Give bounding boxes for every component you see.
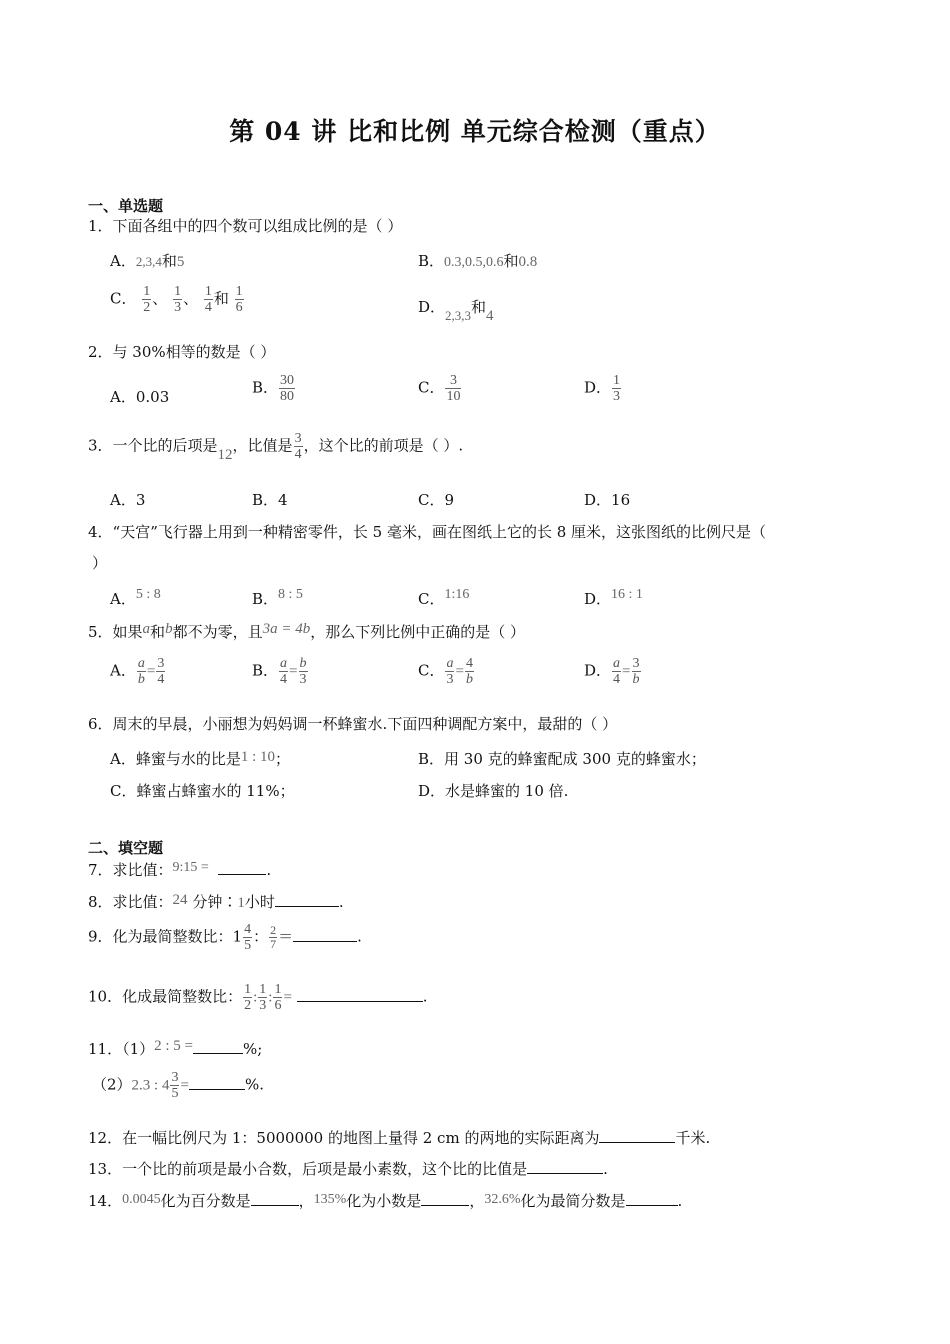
text-q12-pre: 12．在一幅比例尺为 1：5000000 的地图上量得 2 cm 的两地的实际距离为 bbox=[88, 1129, 600, 1147]
text-q1-c-and: 和 bbox=[213, 289, 229, 308]
q6-option-b[interactable]: B．用 30 克的蜂蜜配成 300 克的蜂蜜水； bbox=[418, 750, 706, 768]
text-q14-m1: 0.0045 bbox=[122, 1192, 161, 1207]
page-title: 第 04 讲 比和比例 单元综合检测（重点） bbox=[229, 117, 721, 146]
text-q14-t1: 化为百分数是 bbox=[160, 1192, 251, 1210]
text-q5-d-ln: a bbox=[613, 656, 621, 671]
question-12 bbox=[88, 1127, 710, 1148]
text-q8-unit2: 小时 bbox=[244, 893, 275, 911]
q3-option-d[interactable]: D．16 bbox=[584, 491, 631, 509]
text-q4-d-math: 16 : 1 bbox=[611, 587, 643, 602]
text-q1-d-math: 2,3,3 bbox=[445, 308, 472, 323]
text-q5-b-rd: 3 bbox=[299, 672, 307, 687]
text-q6-a-math: 1 : 10 bbox=[240, 749, 276, 765]
q1-c-frac-1 bbox=[142, 284, 151, 315]
fraction bbox=[612, 656, 621, 687]
question-10 bbox=[88, 982, 427, 1013]
text-q10-f2d: 3 bbox=[259, 998, 267, 1013]
text-q3-fd: 4 bbox=[294, 447, 302, 462]
q2-option-a[interactable]: A．0.03 bbox=[110, 388, 170, 406]
fraction bbox=[632, 656, 641, 687]
text-q1-d-last: 4 bbox=[486, 308, 494, 324]
text-q14-t2: 化为小数是 bbox=[346, 1192, 422, 1210]
question-2-stem: 2．与 30%相等的数是（ ） bbox=[88, 343, 276, 361]
text-q7-post: . bbox=[266, 861, 272, 879]
text-q1-b-last: 0.8 bbox=[518, 254, 538, 270]
text-q1-c-f2n: 1 bbox=[174, 284, 182, 299]
text-q8-math1: 24 bbox=[172, 892, 188, 908]
q6-option-a[interactable] bbox=[110, 748, 290, 769]
text-q2-d-d: 3 bbox=[613, 389, 621, 404]
text-q5-d-rn: 3 bbox=[632, 656, 640, 671]
text-q11-fd: 5 bbox=[171, 1086, 179, 1101]
text-q5-eqsign: = bbox=[289, 663, 298, 680]
text-q5-c-ld: 3 bbox=[446, 672, 454, 687]
q4-option-a[interactable] bbox=[110, 588, 161, 609]
q8-answer-blank[interactable] bbox=[275, 892, 339, 907]
text-q4-b-math: 8 : 5 bbox=[278, 587, 303, 602]
text-q13-pre: 13．一个比的前项是最小合数，后项是最小素数，这个比的比值是 bbox=[88, 1160, 528, 1178]
question-6-stem: 6．周末的早晨，小丽想为妈妈调一杯蜂蜜水.下面四种调配方案中，最甜的（ ） bbox=[88, 715, 618, 733]
fraction bbox=[170, 1070, 179, 1101]
fraction bbox=[299, 656, 308, 687]
text-q10-f1n: 1 bbox=[244, 982, 252, 997]
text-q8-math2: 1 bbox=[237, 895, 245, 911]
text-q14-c1: ， bbox=[298, 1192, 314, 1210]
text-q2-d-n: 1 bbox=[613, 373, 621, 388]
q3-ratio-frac bbox=[294, 431, 303, 462]
question-7 bbox=[88, 859, 271, 880]
text-q9-sep: ： bbox=[253, 927, 269, 946]
text-q5-c-rd: b bbox=[465, 672, 473, 687]
question-13 bbox=[88, 1158, 608, 1179]
text-q10-post: . bbox=[422, 987, 428, 1006]
text-q12-post: 千米. bbox=[675, 1129, 711, 1147]
text-q1-b: B． bbox=[418, 252, 445, 270]
text-q1-b-math: 0.3,0.5,0.6 bbox=[444, 255, 504, 270]
text-q1-c-f4d: 6 bbox=[235, 300, 243, 315]
text-q2-b-n: 30 bbox=[280, 373, 295, 388]
text-q1-a-math: 2,3,4 bbox=[135, 254, 162, 269]
q1-c-frac-3 bbox=[204, 284, 213, 315]
question-3-stem bbox=[88, 431, 463, 462]
text-q4-d: D． bbox=[584, 590, 612, 608]
text-q5-a: a bbox=[142, 621, 151, 637]
q1-option-a[interactable] bbox=[110, 250, 184, 271]
text-q5-c-ln: a bbox=[446, 656, 454, 671]
text-q5-c-rn: 4 bbox=[465, 656, 473, 671]
q2-option-b[interactable] bbox=[252, 373, 296, 404]
text-q8-post: . bbox=[338, 893, 344, 911]
fraction bbox=[258, 982, 267, 1013]
question-4-stem-cont: ） bbox=[92, 554, 108, 572]
fraction bbox=[243, 922, 252, 953]
text-q14-m3: 32.6% bbox=[484, 1192, 521, 1207]
text-q1-c-f3d: 4 bbox=[204, 300, 212, 315]
q11-1-answer-blank[interactable] bbox=[193, 1039, 243, 1054]
text-q13-post: . bbox=[603, 1160, 608, 1178]
text-q5-a: A． bbox=[110, 661, 136, 680]
q4-option-b[interactable] bbox=[252, 588, 303, 609]
fraction bbox=[137, 656, 146, 687]
text-q10-f3n: 1 bbox=[274, 982, 282, 997]
q2-option-c[interactable] bbox=[418, 373, 462, 404]
q1-option-d[interactable] bbox=[418, 296, 494, 324]
q5-option-d[interactable] bbox=[584, 656, 642, 687]
text-q14-post: . bbox=[677, 1192, 683, 1210]
text-q3-back: 12 bbox=[217, 446, 233, 463]
text-q9-fd: 5 bbox=[244, 938, 252, 953]
q13-answer-blank[interactable] bbox=[527, 1159, 603, 1174]
q1-option-b[interactable] bbox=[418, 250, 537, 271]
text-q5-mid: 都不为零，且 bbox=[172, 623, 263, 641]
text-q6-a-post: ； bbox=[275, 750, 291, 768]
q10-answer-blank[interactable] bbox=[297, 987, 423, 1002]
text-q5-post: ，那么下列比例中正确的是（ ） bbox=[310, 623, 525, 641]
q6-option-c[interactable]: C．蜂蜜占蜂蜜水的 11%； bbox=[110, 782, 295, 800]
text-q5-eqsign: = bbox=[622, 663, 631, 680]
text-q5-d-rd: b bbox=[632, 672, 640, 687]
q14-1-answer-blank[interactable] bbox=[251, 1191, 299, 1206]
text-q11-math2: 2.3 : 4 bbox=[131, 1077, 170, 1094]
text-q5-d: D． bbox=[584, 661, 612, 680]
text-q5-a-ln: a bbox=[137, 656, 145, 671]
q3-option-b[interactable]: B．4 bbox=[252, 491, 288, 509]
text-q7-math: 9:15 = bbox=[172, 860, 209, 875]
text-q5-eq: 3a = 4b bbox=[262, 621, 311, 637]
fraction bbox=[269, 924, 277, 951]
q2-b-frac bbox=[279, 373, 295, 404]
text-q5-a-rn: 3 bbox=[157, 656, 165, 671]
text-q1-c-f1d: 2 bbox=[143, 300, 151, 315]
question-1-stem: 1．下面各组中的四个数可以组成比例的是（ ） bbox=[88, 217, 403, 235]
text-q11-post2: %. bbox=[244, 1075, 264, 1094]
fraction bbox=[156, 656, 165, 687]
q1-c-frac-4 bbox=[235, 284, 244, 315]
text-q10-colon: : bbox=[253, 989, 258, 1006]
text-q4-c-math: 1:16 bbox=[444, 587, 470, 602]
text-q2-b-d: 80 bbox=[280, 389, 295, 404]
text-q5-and: 和 bbox=[150, 623, 166, 641]
text-q4-a-math: 5 : 8 bbox=[135, 587, 161, 602]
text-q8-pre: 8．求比值： bbox=[88, 893, 173, 911]
text-q2-c-n: 3 bbox=[449, 373, 457, 388]
text-q9-gn: 2 bbox=[270, 923, 277, 937]
text-q2-c-d: 10 bbox=[446, 389, 461, 404]
q2-option-d[interactable] bbox=[584, 373, 622, 404]
q2-d-frac bbox=[612, 373, 621, 404]
text-q8-unit1: 分钟 bbox=[192, 893, 223, 911]
text-q10-f1d: 2 bbox=[244, 998, 252, 1013]
text-q1-c-f3n: 1 bbox=[204, 284, 212, 299]
text-q5-b-ln: a bbox=[280, 656, 288, 671]
text-q1-c-f2d: 3 bbox=[174, 300, 182, 315]
fraction bbox=[243, 982, 252, 1013]
text-q2-c: C． bbox=[418, 378, 445, 397]
text-q11-pre2: （2） bbox=[92, 1075, 132, 1094]
text-q5-c: C． bbox=[418, 661, 445, 680]
q1-option-c[interactable] bbox=[110, 284, 245, 315]
text-q14-c2: ， bbox=[469, 1192, 485, 1210]
text-q1-b-and: 和 bbox=[503, 252, 519, 270]
fraction bbox=[465, 656, 474, 687]
text-q1-a-last: 5 bbox=[176, 254, 185, 270]
question-14 bbox=[88, 1190, 682, 1211]
text-q4-a: A． bbox=[110, 590, 136, 608]
text-q3-post: ，这个比的前项是（ ）. bbox=[303, 436, 464, 455]
text-q9-eq: ＝ bbox=[278, 927, 294, 946]
text-q1-c-sep: 、 bbox=[152, 289, 168, 308]
text-q1-c-sep: 、 bbox=[183, 289, 199, 308]
text-q9-gd: 7 bbox=[270, 937, 277, 951]
q7-answer-blank[interactable] bbox=[218, 860, 266, 875]
q3-option-c[interactable]: C．9 bbox=[418, 491, 455, 509]
text-q1-a: A． bbox=[110, 252, 136, 270]
text-q10-f2n: 1 bbox=[259, 982, 267, 997]
text-q1-c-f1n: 1 bbox=[143, 284, 151, 299]
text-q14-num: 14． bbox=[88, 1192, 123, 1210]
text-q10-eq: = bbox=[283, 989, 292, 1006]
text-q7-pre: 7．求比值： bbox=[88, 861, 173, 879]
q1-c-frac-2 bbox=[173, 284, 182, 315]
question-4-stem: 4．“天宫”飞行器上用到一种精密零件，长 5 毫米，画在图纸上它的长 8 厘米，这张图纸的比例尺是（ bbox=[88, 523, 767, 541]
q11-2-answer-blank[interactable] bbox=[189, 1075, 245, 1090]
question-8 bbox=[88, 891, 344, 912]
text-q1-a-and: 和 bbox=[161, 252, 177, 270]
q5-option-b[interactable] bbox=[252, 656, 309, 687]
question-9 bbox=[88, 922, 362, 953]
q4-option-d[interactable] bbox=[584, 588, 643, 609]
q14-3-answer-blank[interactable] bbox=[626, 1191, 678, 1206]
q2-c-frac bbox=[445, 373, 461, 404]
text-q5-a-rd: 4 bbox=[157, 672, 165, 687]
text-q5-a-ld: b bbox=[137, 672, 145, 687]
text-q11-eq: = bbox=[180, 1077, 189, 1094]
text-q10-f3d: 6 bbox=[274, 998, 282, 1013]
question-11-part-1 bbox=[88, 1038, 262, 1059]
q4-option-c[interactable] bbox=[418, 588, 469, 609]
section-heading-single-choice: 一、单选题 bbox=[88, 197, 164, 215]
q5-option-a[interactable] bbox=[110, 656, 166, 687]
text-q14-t3: 化为最简分数是 bbox=[520, 1192, 626, 1210]
question-5-stem bbox=[88, 621, 525, 642]
text-q10-pre: 10．化成最简整数比： bbox=[88, 987, 243, 1006]
text-q5-eqsign: = bbox=[455, 663, 464, 680]
text-q9-post: . bbox=[357, 927, 362, 946]
text-q5-b-rn: b bbox=[299, 656, 307, 671]
text-q6-a-pre: A．蜂蜜与水的比是 bbox=[110, 750, 241, 768]
text-q4-b: B． bbox=[252, 590, 279, 608]
text-q1-d-and: 和 bbox=[471, 298, 487, 316]
text-q14-m2: 135% bbox=[313, 1192, 347, 1207]
q9-answer-blank[interactable] bbox=[293, 927, 357, 942]
text-q1-c-f4n: 1 bbox=[235, 284, 243, 299]
fraction bbox=[279, 656, 288, 687]
fraction bbox=[445, 656, 454, 687]
q14-2-answer-blank[interactable] bbox=[421, 1191, 469, 1206]
text-q2-b: B． bbox=[252, 378, 279, 397]
text-q11-post1: %; bbox=[243, 1040, 263, 1058]
text-q8-colon: ∶ bbox=[222, 893, 238, 911]
text-q9-whole: 1 bbox=[232, 927, 243, 946]
text-q5-d-ld: 4 bbox=[613, 672, 621, 687]
text-q5-eqsign: = bbox=[146, 663, 156, 680]
text-q9-fn: 4 bbox=[244, 922, 252, 937]
text-q11-pre: 11．（1） bbox=[88, 1040, 155, 1058]
text-q11-math1: 2 : 5 = bbox=[154, 1038, 194, 1054]
q12-answer-blank[interactable] bbox=[599, 1128, 675, 1143]
text-q3-pre: 3．一个比的后项是 bbox=[88, 436, 218, 455]
q6-option-d[interactable]: D．水是蜂蜜的 10 倍. bbox=[418, 782, 569, 800]
text-q10-colon: : bbox=[268, 989, 273, 1006]
section-heading-fill-in: 二、填空题 bbox=[88, 839, 164, 857]
text-q4-c: C． bbox=[418, 590, 445, 608]
text-q11-fn: 3 bbox=[171, 1070, 179, 1085]
text-q5-b: b bbox=[165, 621, 173, 637]
text-q3-fn: 3 bbox=[294, 431, 302, 446]
q5-option-c[interactable] bbox=[418, 656, 475, 687]
text-q5-b-ld: 4 bbox=[280, 672, 288, 687]
fraction bbox=[273, 982, 282, 1013]
text-q1-d: D． bbox=[418, 298, 446, 316]
q3-option-a[interactable]: A．3 bbox=[110, 491, 146, 509]
text-q5-b: B． bbox=[252, 661, 279, 680]
text-q3-mid: ，比值是 bbox=[232, 436, 293, 455]
text-q5-pre: 5．如果 bbox=[88, 623, 143, 641]
text-q1-c: C． bbox=[110, 289, 137, 308]
text-q2-d: D． bbox=[584, 378, 612, 397]
text-q9-pre: 9．化为最简整数比： bbox=[88, 927, 233, 946]
question-11-part-2 bbox=[92, 1070, 264, 1101]
